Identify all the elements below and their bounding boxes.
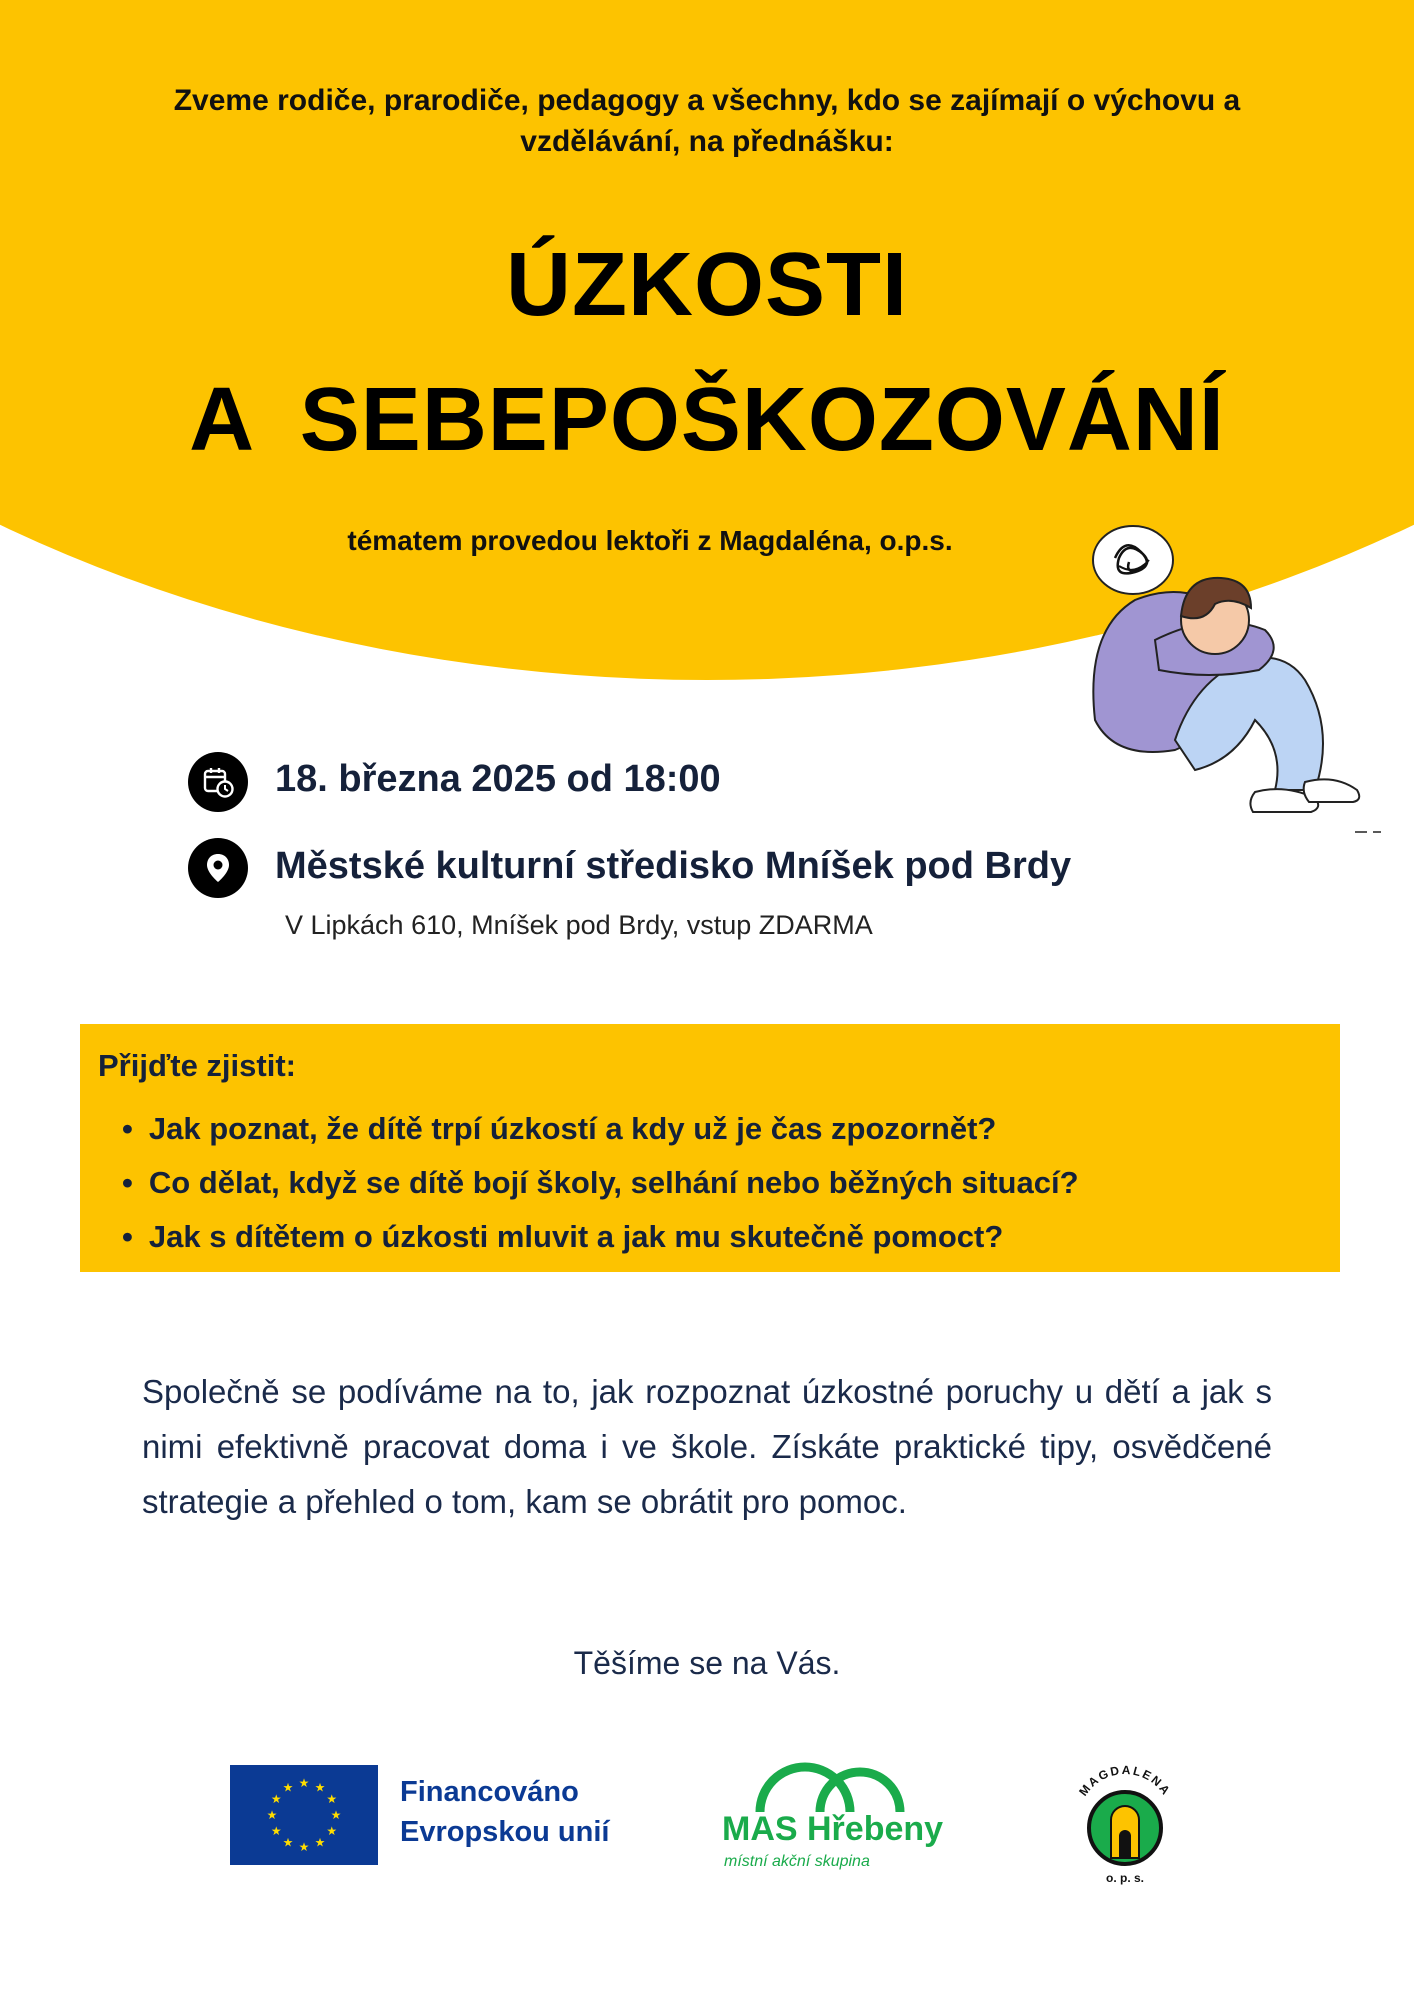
eu-star-icon: ★ xyxy=(314,1835,326,1850)
event-venue: Městské kulturní středisko Mníšek pod Brdy xyxy=(275,845,1072,887)
eu-star-icon: ★ xyxy=(282,1780,294,1795)
eu-star-icon: ★ xyxy=(298,1776,310,1790)
title-line-2: A SEBEPOŠKOZOVÁNÍ xyxy=(189,370,1225,470)
eu-star-icon: ★ xyxy=(326,1792,338,1806)
mas-title: MAS Hřebeny xyxy=(722,1810,944,1848)
anxious-person-illustration xyxy=(1055,520,1395,840)
eu-star-icon: ★ xyxy=(330,1808,342,1822)
eu-star-icon: ★ xyxy=(266,1808,278,1822)
event-datetime: 18. března 2025 od 18:00 xyxy=(275,758,721,800)
eu-funding-text xyxy=(400,1772,609,1852)
magdalena-logo xyxy=(1065,1758,1185,1888)
questions-list xyxy=(122,1102,1079,1264)
eu-star-icon: ★ xyxy=(326,1824,338,1838)
eu-line-1: Financováno xyxy=(400,1776,579,1808)
eu-star-icon: ★ xyxy=(282,1835,294,1850)
list-item: • Jak s dítětem o úzkosti mluvit a jak mu skutečně pomoct? xyxy=(122,1210,1079,1264)
title-line-1: ÚZKOSTI xyxy=(506,235,908,335)
eu-line-2: Evropskou unií xyxy=(400,1816,610,1848)
magdalena-ops-text: o. p. s. xyxy=(1105,1871,1145,1885)
description-paragraph: Společně se podíváme na to, jak rozpoznat úzkostné poruchy u dětí a jak s nimi efektivně pracovat doma i ve škole. Získáte praktické tipy, osvědčené strategie a přehled o tom, kam se obrátit pro pomoc. xyxy=(142,1373,1272,1520)
location-pin-icon xyxy=(188,838,248,898)
invitation-text: Zveme rodiče, prarodiče, pedagogy a všechny, kdo se zajímají o výchovu a vzdělávání, na přednášku: xyxy=(173,84,1241,158)
closing-text: Těšíme se na Vás. xyxy=(573,1645,841,1681)
eu-star-icon: ★ xyxy=(314,1780,326,1795)
event-address: V Lipkách 610, Mníšek pod Brdy, vstup ZDARMA xyxy=(285,910,873,940)
calendar-clock-icon xyxy=(188,752,248,812)
magdalena-arc-text: MAGDALENA xyxy=(1076,1762,1174,1799)
lecturers-text: tématem provedou lektoři z Magdaléna, o.p.s. xyxy=(347,525,953,556)
mas-subtitle: místní akční skupina xyxy=(724,1853,870,1870)
questions-heading: Přijďte zjistit: xyxy=(98,1048,296,1083)
eu-star-icon: ★ xyxy=(270,1792,282,1806)
eu-flag-logo xyxy=(230,1765,378,1865)
list-item: • Jak poznat, že dítě trpí úzkostí a kdy už je čas zpozornět? xyxy=(122,1102,1079,1156)
eu-star-icon: ★ xyxy=(270,1824,282,1838)
questions-box xyxy=(80,1024,1340,1272)
list-item: • Co dělat, když se dítě bojí školy, selhání nebo běžných situací? xyxy=(122,1156,1079,1210)
eu-star-icon: ★ xyxy=(298,1840,310,1854)
